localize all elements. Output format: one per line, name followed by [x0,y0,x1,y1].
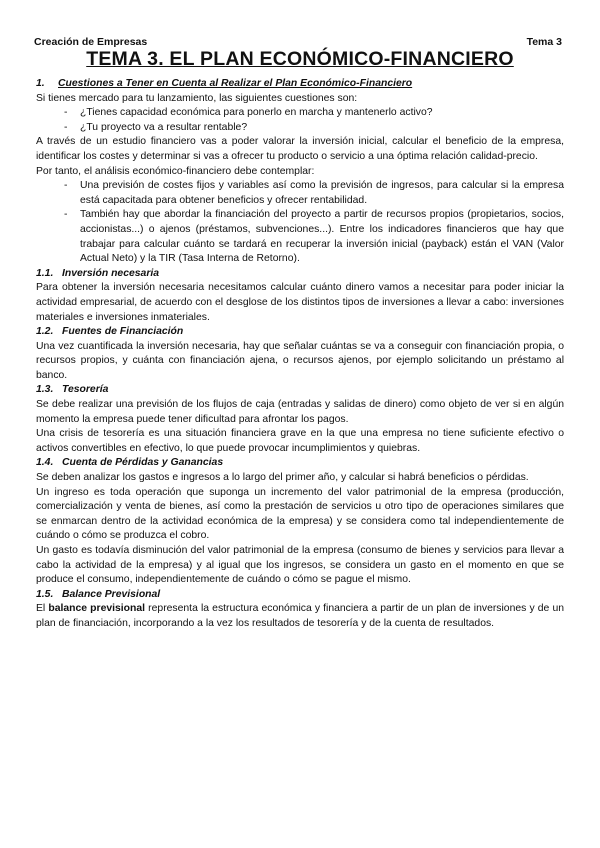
subsection-title: Inversión necesaria [62,267,160,279]
header-unit: Tema 3 [526,36,562,48]
subsection-heading [36,456,564,471]
subsection-paragraph: Una vez cuantificada la inversión necesaria, hay que señalar cuántas se va a conseguir con financiación propia, o recursos propios, y cuánta con financiación ajena, o recursos ajenos, por ejemplo solicitando un préstamo al banco. [36,340,564,381]
subsection-paragraph [36,602,564,631]
subsection-heading [36,383,564,398]
section-1-paragraph: Por tanto, el análisis económico-financiero debe contemplar: [36,165,315,177]
header-course: Creación de Empresas [34,36,148,48]
paragraph-lead: El [36,603,46,615]
page-title: TEMA 3. EL PLAN ECONÓMICO-FINANCIERO [86,48,514,70]
subsection-heading [36,267,564,282]
section-1-title: Cuestiones a Tener en Cuenta al Realizar el Plan Económico-Financiero [58,78,413,89]
subsection-number: 1.2. [36,326,54,338]
analysis-points-list [62,179,564,267]
section-1-number: 1. [36,78,45,89]
analysis-point: - También hay que abordar la financiación del proyecto a partir de recursos propios (propietarios, socios, accionistas...) o ajenos (préstamos, subvenciones...). Entre los indicadores financieros que hay que trabajar para calcular cuánto se tardará en recuperar la inversión inicial (payback) están el VAN (Valor Actual Neto) y la TIR (Tasa Interna de Retorno). [62,208,564,266]
question-item: - ¿Tienes capacidad económica para ponerlo en marcha y mantenerlo activo? [62,106,564,121]
subsection-heading [36,588,564,603]
section-1-paragraph: A través de un estudio financiero vas a poder valorar la inversión inicial, calcular el beneficio de la empresa, identificar los costes y determinar si vas a ofrecer tu producto o servicio a una óptima relación calidad-precio. [36,136,564,162]
subsection-paragraph: Se deben analizar los gastos e ingresos a lo largo del primer año, y calcular si habrá beneficios o pérdidas. [36,472,529,484]
subsection-number: 1.3. [36,384,54,396]
paragraph-text: representa la estructura económica y financiera a partir de un plan de inversiones y de un plan de financiación, incorporando a la vez los resultados de tesorería y de la cuenta de resultados. [36,603,564,629]
subsection-number: 1.5. [36,588,54,600]
subsection-title: Cuenta de Pérdidas y Ganancias [62,457,224,469]
subsection-number: 1.4. [36,457,54,469]
subsection-paragraph: Se debe realizar una previsión de los flujos de caja (entradas y salidas de dinero) como objeto de ver si en algún momento la empresa puede tener dificultad para afrontar los pagos. [36,399,564,425]
bold-term: balance previsional [48,603,146,615]
subsection-paragraph: Un gasto es todavía disminución del valor patrimonial de la empresa (consumo de bienes y servicios para llevar a cabo la actividad de la empresa) y al igual que los ingresos, se considera un gasto en el momento en que se produce el consumo, independientemente de cuándo o cómo se pague el mismo. [36,545,564,586]
section-1-intro: Si tienes mercado para tu lanzamiento, las siguientes cuestiones son: [36,92,358,104]
analysis-point: - Una previsión de costes fijos y variables así como la previsión de ingresos, para calcular si la empresa está capacitada para obtener beneficios y ofrecer rentabilidad. [62,179,564,208]
questions-list [62,106,564,135]
document-body [36,77,564,632]
section-1-heading [36,77,564,92]
subsection-paragraph: Un ingreso es toda operación que suponga un incremento del valor patrimonial de la empresa (producción, comercialización y venta de bienes, así como la prestación de servicios u otro tipo de operaciones similares que se enmarcan dentro de la actividad económica de la empresa) y se considera como tal independientemente de cuándo o cómo se produzca el cobro. [36,486,564,542]
question-item: - ¿Tu proyecto va a resultar rentable? [62,121,564,136]
subsection-paragraph: Una crisis de tesorería es una situación financiera grave en la que una empresa no tiene suficiente efectivo o activos convertibles en efectivo, lo que puede provocar incumplimientos y quiebras. [36,428,564,454]
subsection-heading [36,325,564,340]
subsection-title: Fuentes de Financiación [62,326,184,338]
subsection-title: Tesorería [62,384,109,396]
subsection-number: 1.1. [36,267,54,279]
subsection-paragraph: Para obtener la inversión necesaria necesitamos calcular cuánto dinero vamos a necesitar para poder iniciar la actividad empresarial, de acuerdo con el desglose de los distintos tipos de inversiones a llevar a cabo: inversiones materiales e inversiones inmateriales. [36,282,564,323]
subsection-title: Balance Previsional [62,588,161,600]
